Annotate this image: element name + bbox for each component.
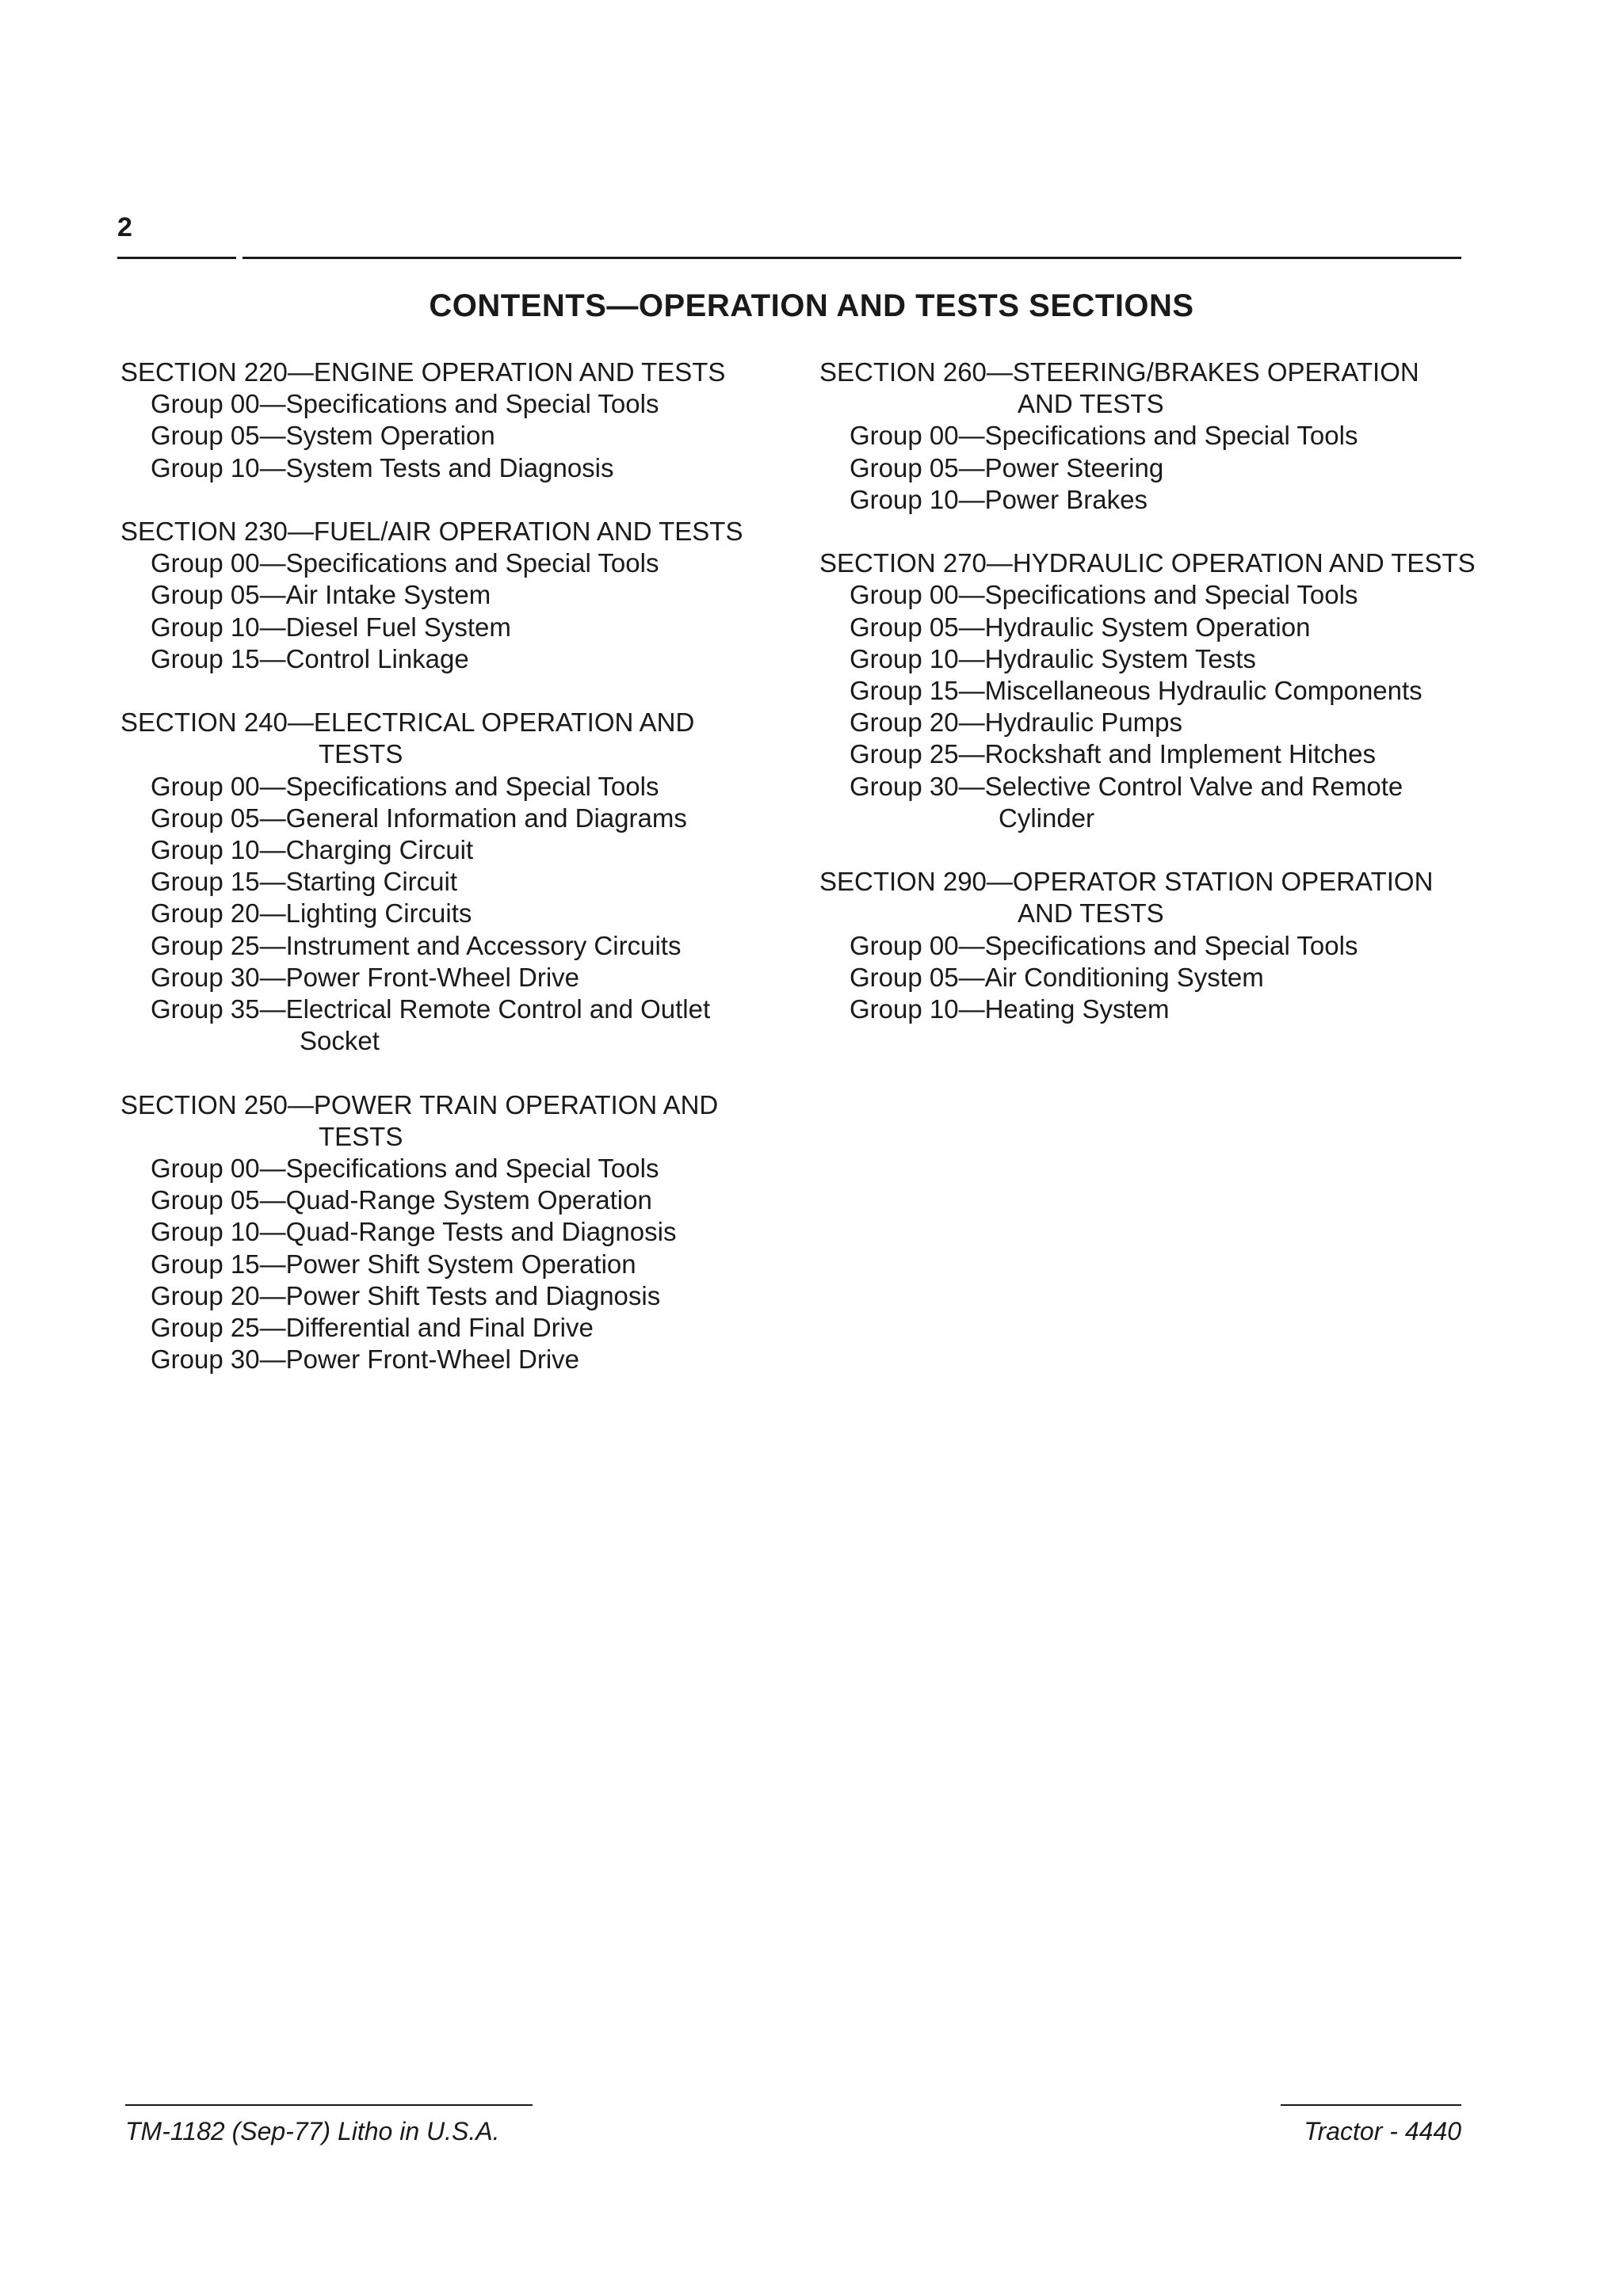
group-entry: Group 20—Power Shift Tests and Diagnosis — [151, 1280, 661, 1310]
toc-section — [819, 866, 1477, 1025]
group-entry: Group 25—Rockshaft and Implement Hitches — [850, 739, 1376, 769]
group-entry: Group 35—Electrical Remote Control and Outlet Socket — [151, 994, 711, 1056]
footer-rule-right — [1281, 2104, 1461, 2106]
section-heading: SECTION 250—POWER TRAIN OPERATION AND TESTS — [120, 1089, 719, 1151]
contents-left-column — [120, 357, 778, 1408]
group-entry: Group 10—Power Brakes — [850, 484, 1148, 514]
contents-right-column — [819, 357, 1477, 1057]
section-heading: SECTION 230—FUEL/AIR OPERATION AND TESTS — [120, 517, 743, 546]
section-heading: SECTION 220—ENGINE OPERATION AND TESTS — [120, 357, 726, 387]
group-entry: Group 00—Specifications and Special Tools — [151, 1154, 659, 1184]
group-entry: Group 15—Control Linkage — [151, 643, 469, 673]
group-entry: Group 25—Instrument and Accessory Circuits — [151, 930, 682, 960]
group-entry: Group 05—Air Intake System — [151, 580, 491, 610]
group-entry: Group 00—Specifications and Special Tools — [151, 771, 659, 801]
group-entry: Group 05—Quad-Range System Operation — [151, 1185, 652, 1215]
group-entry: Group 30—Power Front-Wheel Drive — [151, 962, 580, 992]
group-entry: Group 05—System Operation — [151, 421, 495, 451]
group-entry: Group 10—Charging Circuit — [151, 835, 474, 865]
page-title: CONTENTS—OPERATION AND TESTS SECTIONS — [429, 288, 1194, 323]
group-entry: Group 30—Selective Control Valve and Remote Cylinder — [850, 771, 1403, 833]
group-entry: Group 10—Diesel Fuel System — [151, 612, 511, 642]
toc-section — [120, 516, 778, 675]
group-entry: Group 15—Miscellaneous Hydraulic Components — [850, 676, 1423, 706]
group-entry: Group 05—Air Conditioning System — [850, 962, 1264, 992]
group-entry: Group 00—Specifications and Special Tools — [151, 548, 659, 578]
toc-section — [819, 547, 1477, 834]
group-entry: Group 00—Specifications and Special Tools — [850, 930, 1358, 960]
toc-section — [120, 707, 778, 1057]
group-entry: Group 25—Differential and Final Drive — [151, 1313, 594, 1343]
toc-section — [120, 1089, 778, 1376]
group-entry: Group 10—System Tests and Diagnosis — [151, 452, 614, 482]
group-entry: Group 00—Specifications and Special Tools — [850, 580, 1358, 610]
group-entry: Group 20—Hydraulic Pumps — [850, 707, 1183, 738]
section-heading: SECTION 290—OPERATOR STATION OPERATION AND TESTS — [819, 867, 1434, 929]
group-entry: Group 20—Lighting Circuits — [151, 898, 472, 929]
group-entry: Group 10—Quad-Range Tests and Diagnosis — [151, 1217, 677, 1247]
group-entry: Group 00—Specifications and Special Tools — [850, 421, 1358, 451]
header-rule-long — [242, 257, 1461, 259]
footer-rule-left — [125, 2104, 533, 2106]
group-entry: Group 10—Heating System — [850, 994, 1170, 1024]
group-entry: Group 00—Specifications and Special Tools — [151, 389, 659, 419]
group-entry: Group 15—Power Shift System Operation — [151, 1249, 636, 1279]
group-entry: Group 05—Hydraulic System Operation — [850, 612, 1311, 642]
section-heading: SECTION 270—HYDRAULIC OPERATION AND TESTS — [819, 548, 1476, 578]
group-entry: Group 05—Power Steering — [850, 452, 1164, 482]
group-entry: Group 15—Starting Circuit — [151, 867, 457, 897]
section-heading: SECTION 240—ELECTRICAL OPERATION AND TESTS — [120, 707, 695, 769]
footer-model-name: Tractor - 4440 — [1304, 2117, 1461, 2145]
group-entry: Group 05—General Information and Diagrams — [151, 803, 687, 833]
section-heading: SECTION 260—STEERING/BRAKES OPERATION AND TESTS — [819, 357, 1419, 419]
group-entry: Group 30—Power Front-Wheel Drive — [151, 1344, 580, 1375]
footer-publication-info: TM-1182 (Sep-77) Litho in U.S.A. — [125, 2117, 500, 2145]
group-entry: Group 10—Hydraulic System Tests — [850, 643, 1256, 673]
toc-section — [819, 357, 1477, 516]
toc-section — [120, 357, 778, 484]
page-number: 2 — [117, 212, 132, 242]
header-rule-short — [117, 257, 236, 259]
